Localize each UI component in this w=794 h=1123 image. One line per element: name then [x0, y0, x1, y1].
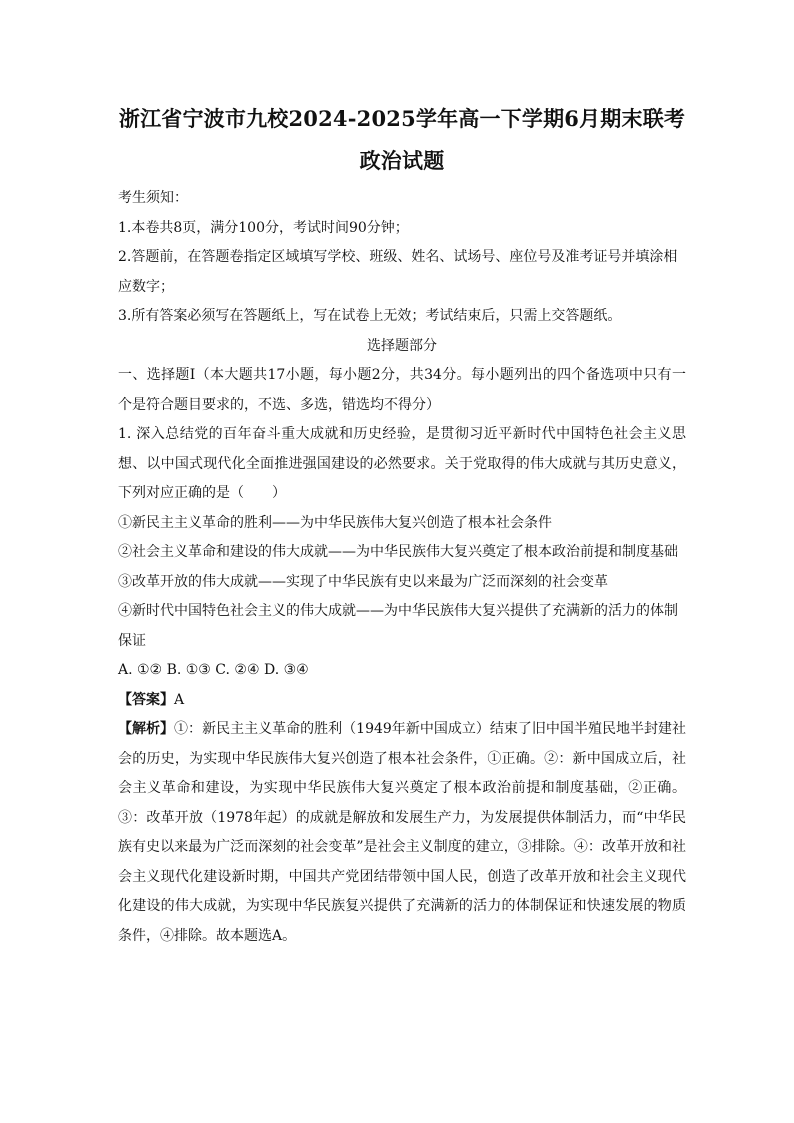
question-1-options: A. ①② B. ①③ C. ②④ D. ③④ — [118, 662, 309, 678]
notice-item-2: 2.答题前，在答题卷指定区域填写学校、班级、姓名、试场号、座位号及准考证号并填涂相应数字； — [118, 249, 678, 295]
exam-subject-title: 政治试题 — [359, 148, 445, 173]
analysis-text: ①：新民主主义革命的胜利（1949年新中国成立）结束了旧中国半殖民地半封建社会的历史，为实现中华民族伟大复兴创造了根本社会条件，①正确。②：新中国成立后，社会主义革命和建设，为实现中华民族伟大复兴奠定了根本政治前提和制度基础，②正确。③：改革开放（1978年起）的成就是解放和发展生产力，为发展提供体制活力，而“中华民族有史以来最为广泛而深刻的社会变革”是社会主义制度的建立，③排除。④：改革开放和社会主义现代化建设新时期，中国共产党团结带领中国人民，创造了改革开放和社会主义现代化建设的伟大成就，为实现中华民族复兴提供了充满新的活力的体制保证和快速发展的物质条件，④排除。故本题选A。 — [118, 721, 686, 944]
question-1-analysis — [118, 715, 686, 951]
notice-item-1: 1.本卷共8页，满分100分，考试时间90分钟； — [118, 219, 409, 236]
answer-label: 【答案】 — [118, 691, 174, 708]
notice-heading: 考生须知： — [118, 190, 188, 206]
question-1-stem: 1. 深入总结党的百年奋斗重大成就和历史经验，是贯彻习近平新时代中国特色社会主义思想、以中国式现代化全面推进强国建设的必然要求。关于党取得的伟大成就与其历史意义，下列对应正确的是（ ） — [118, 426, 686, 501]
question-1-statement-4: ④新时代中国特色社会主义的伟大成就——为中华民族伟大复兴提供了充满新的活力的体制保证 — [118, 603, 678, 649]
question-1-statement-1: ①新民主主义革命的胜利——为中华民族伟大复兴创造了根本社会条件 — [118, 514, 552, 531]
question-1-statement-2: ②社会主义革命和建设的伟大成就——为中华民族伟大复兴奠定了根本政治前提和制度基础 — [118, 544, 678, 560]
notice-item-3: 3.所有答案必须写在答题纸上，写在试卷上无效；考试结束后，只需上交答题纸。 — [118, 308, 622, 324]
section-title: 选择题部分 — [367, 337, 437, 354]
analysis-label: 【解析】 — [118, 721, 175, 737]
part-intro: 一、选择题Ⅰ（本大题共17小题，每小题2分，共34分。每小题列出的四个备选项中只有一个是符合题目要求的，不选、多选，错选均不得分） — [118, 367, 686, 413]
exam-title: 浙江省宁波市九校2024-2025学年高一下学期6月期末联考 — [118, 106, 686, 131]
answer-value: A — [174, 691, 185, 708]
question-1-answer — [118, 686, 686, 716]
question-1-statement-3: ③改革开放的伟大成就——实现了中华民族有史以来最为广泛而深刻的社会变革 — [118, 573, 608, 590]
